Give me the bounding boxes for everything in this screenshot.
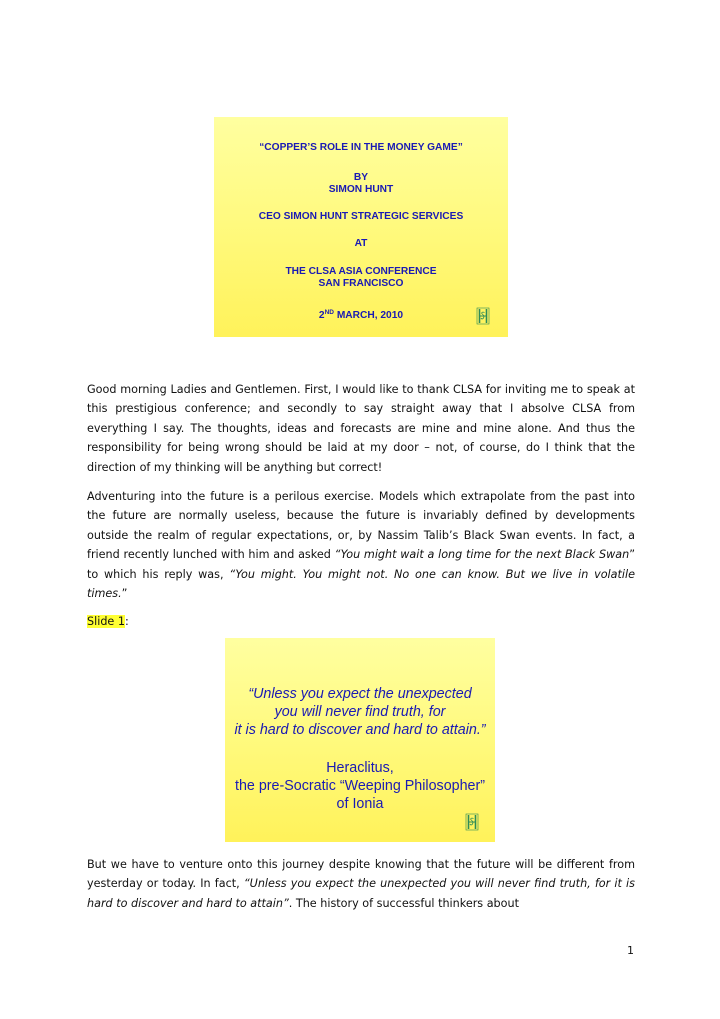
quote-line1: “Unless you expect the unexpected	[248, 686, 472, 702]
p3-text-c: . The history of successful thinkers about	[288, 896, 519, 910]
paragraph-venture	[87, 855, 635, 913]
slide-title-location: SAN FRANCISCO	[318, 278, 404, 289]
slide-label	[87, 612, 635, 631]
p2-quote-question: “You might wait a long time for the next Black Swan	[334, 548, 630, 562]
date-rest: MARCH, 2010	[333, 310, 404, 321]
date-ordinal: ND	[324, 309, 334, 316]
slide-title-date	[214, 307, 508, 322]
slide-label-highlight: Slide 1	[87, 615, 125, 628]
slide-title-line1: “COPPER’S ROLE IN THE MONEY GAME”	[259, 142, 463, 153]
p3-quote: “Unless you expect the unexpected you will never find truth, for it is hard to discover and hard to attain”	[87, 877, 635, 910]
paragraph-black-swan	[87, 487, 635, 603]
p2-text-c: ” to which his reply was,	[87, 548, 635, 581]
date-day: 2	[318, 310, 325, 321]
p2-text-a: Adventuring into the future is a perilous exercise. Models which extrapolate from the past into the future are normally useless, because the future is invariably defined by developments outside the realm of regular expectations, or, by Nassim Talib’s Black Swan events. In fact, a friend recently lunched with him and asked	[87, 490, 635, 562]
title-slide	[214, 117, 508, 337]
hs-monogram-icon	[465, 813, 479, 831]
slide-title-by: BY	[353, 172, 369, 183]
p3-text-a: But we have to venture onto this journey despite knowing that the future will be different from yesterday or today. In fact,	[87, 858, 635, 891]
hs-monogram-icon	[476, 307, 490, 325]
slide-label-colon: :	[124, 615, 129, 628]
paragraph-intro: Good morning Ladies and Gentlemen. First, I would like to thank CLSA for inviting me to speak at this prestigious conference; and secondly to say straight away that I absolve CLSA from everything I say. The thoughts, ideas and forecasts are mine and mine alone. And thus the responsibility for being wrong should be laid at my door – not, of course, do I think that the direction of my thinking will be anything but correct!	[87, 383, 635, 474]
slide-title-author: SIMON HUNT	[328, 184, 394, 195]
p2-quote-reply: “You might. You might not. No one can know. But we live in volatile times.	[87, 567, 635, 601]
slide-title-at: AT	[354, 238, 368, 249]
quote-attribution-name: Heraclitus,	[326, 760, 394, 776]
quote-attribution-title: the pre-Socratic “Weeping Philosopher”	[234, 778, 486, 794]
slide-title-conference: THE CLSA ASIA CONFERENCE	[285, 266, 437, 277]
quote-attribution-place: of Ionia	[336, 796, 384, 812]
slide-title-position: CEO SIMON HUNT STRATEGIC SERVICES	[258, 211, 464, 222]
page-number: 1	[627, 944, 634, 957]
quote-line2: you will never find truth, for	[274, 704, 446, 720]
p2-text-e: ”	[121, 587, 128, 601]
quote-slide	[225, 638, 495, 842]
quote-line3: it is hard to discover and hard to attain.”	[234, 722, 486, 738]
